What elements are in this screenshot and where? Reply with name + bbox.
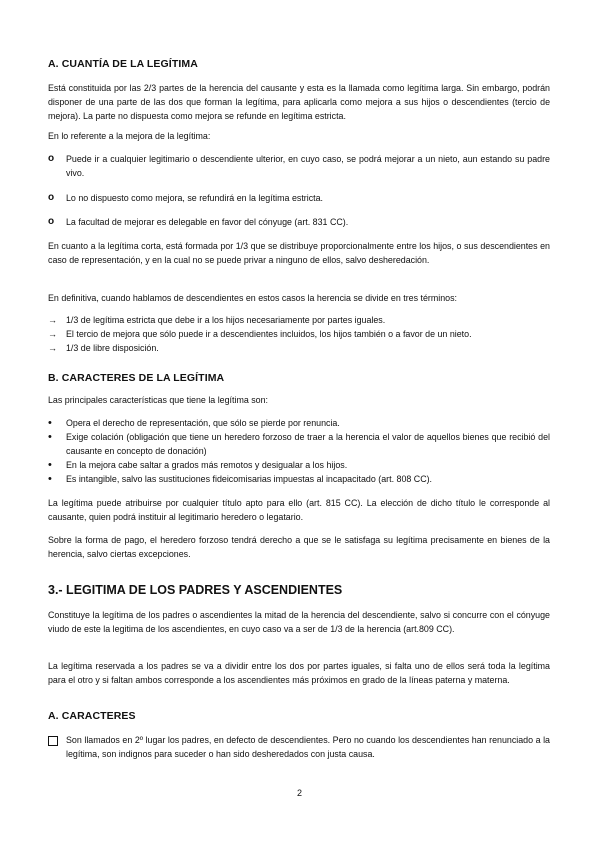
arrow-right-icon: →	[48, 343, 57, 353]
section-3-paragraph-1: Constituye la legítima de los padres o ascendientes la mitad de la herencia del descendiente, salvo si concurre con el cónyuge viudo de este la legitima de los ascendientes, en cuyo caso va a ser de 1/3 de la herencia (art.809 CC).	[48, 610, 550, 635]
section-b-paragraph-1: Las principales características que tiene la legítima son:	[48, 395, 269, 405]
checkbox-icon	[48, 736, 58, 746]
bullet-o-marker: o	[48, 153, 55, 164]
section-b-paragraph-3: Sobre la forma de pago, el heredero forzoso tendrá derecho a que se le satisfaga su legítima precisamente en bienes de la herencia, salvo ciertas excepciones.	[48, 535, 550, 560]
bullet-o-marker: o	[48, 192, 55, 203]
section-3-paragraph-2: La legítima reservada a los padres se va a dividir entre los dos por partes iguales, si falta uno de ellos será toda la legítima para el otro y si faltan ambos corresponde a los ascendientes más próximos en grado de la líneas paterna y materna.	[48, 661, 550, 686]
section-a-title: A. CUANTÍA DE LA LEGÍTIMA	[48, 58, 198, 70]
arrow-right-icon: →	[48, 315, 57, 325]
bullet-dot-marker: •	[48, 473, 52, 485]
section-a-paragraph-3: En cuanto a la legítima corta, está formada por 1/3 que se distribuye proporcionalmente entre los hijos, o sus descendientes en caso de representación, y en la cual no se puede privar a ninguno de ellos, salvo desheredación.	[48, 241, 550, 266]
section-3-title: 3.- LEGITIMA DE LOS PADRES Y ASCENDIENTES	[48, 583, 343, 597]
page-number: 2	[296, 788, 302, 798]
bullet-dot-marker: •	[48, 417, 52, 429]
list-item-text: Son llamados en 2º lugar los padres, en defecto de descendientes. Pero no cuando los descendientes han renunciado a la legítima, son indignos para suceder o han sido desheredados con justa causa.	[66, 735, 550, 760]
list-item-text: 1/3 de libre disposición.	[66, 343, 159, 353]
section-a-paragraph-2: En lo referente a la mejora de la legítima:	[48, 131, 211, 141]
bullet-dot-marker: •	[48, 431, 52, 443]
section-a-paragraph-1: Está constituida por las 2/3 partes de la herencia del causante y esta es la llamada como legítima larga. Sin embargo, podrán disponer de una parte de las dos que forman la legítima, para aplicarla como mejora a sus hijos o descendientes (tercio de mejora). La parte no dispuesta como mejora se refunde en legítima estricta.	[48, 83, 550, 122]
section-3-subtitle: A. CARACTERES	[48, 710, 136, 722]
arrow-right-icon: →	[48, 329, 57, 339]
list-item-text: La facultad de mejorar es delegable en favor del cónyuge (art. 831 CC).	[66, 217, 349, 227]
bullet-dot-marker: •	[48, 459, 52, 471]
section-a-paragraph-4: En definitiva, cuando hablamos de descendientes en estos casos la herencia se divide en tres términos:	[48, 293, 457, 303]
list-item-text: Puede ir a cualquier legitimario o descendiente ulterior, en cuyo caso, se podrá mejorar a un nieto, aun estando su padre vivo.	[66, 154, 550, 179]
list-item-text: Lo no dispuesto como mejora, se refundirá en la legítima estricta.	[66, 193, 324, 203]
list-item-text: Opera el derecho de representación, que sólo se pierde por renuncia.	[66, 418, 340, 428]
section-b-paragraph-2: La legítima puede atribuirse por cualquier título apto para ello (art. 815 CC). La elección de dicho título le corresponde al causante, quien podrá instituir al legitimario heredero o legatario.	[48, 498, 550, 523]
list-item-text: Exige colación (obligación que tiene un heredero forzoso de traer a la herencia el valor de aquellos bienes que recibió del causante en concepto de donación)	[66, 432, 550, 457]
section-b-title: B. CARACTERES DE LA LEGÍTIMA	[48, 372, 225, 384]
list-item-text: 1/3 de legítima estricta que debe ir a los hijos necesariamente por partes iguales.	[66, 315, 386, 325]
list-item-text: Es intangible, salvo las sustituciones fideicomisarias impuestas al incapacitado (art. 808 CC).	[66, 474, 433, 484]
list-item-text: El tercio de mejora que sólo puede ir a descendientes incluidos, los hijos también o a favor de un nieto.	[66, 329, 472, 339]
bullet-o-marker: o	[48, 216, 55, 227]
list-item-text: En la mejora cabe saltar a grados más remotos y desigualar a los hijos.	[66, 460, 348, 470]
